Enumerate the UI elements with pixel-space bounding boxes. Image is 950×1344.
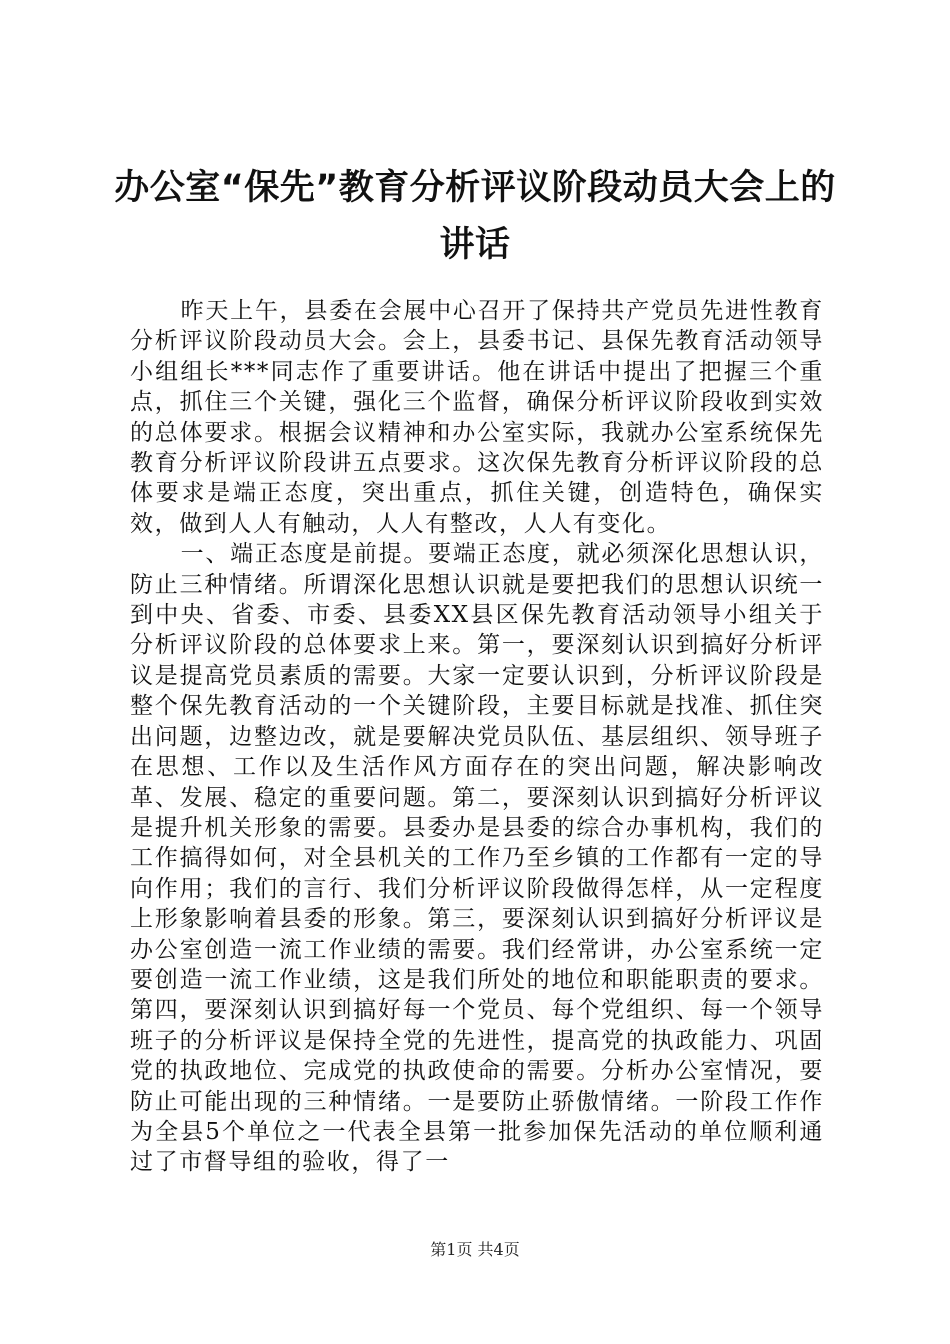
- page-number-footer: 第1页 共4页: [430, 1240, 520, 1259]
- document-title: 办公室“保先”教育分析评议阶段动员大会上的讲话: [114, 168, 836, 265]
- document-body: [130, 296, 824, 1178]
- body-paragraph-2: 一、端正态度是前提。要端正态度，就必须深化思想认识，防止三种情绪。所谓深化思想认识就是要把我们的思想认识统一到中央、省委、市委、县委XX县区保先教育活动领导小组关于分析评议阶段的总体要求上来。第一，要深刻认识到搞好分析评议是提高党员素质的需要。大家一定要认识到，分析评议阶段是整个保先教育活动的一个关键阶段，主要目标就是找准、抓住突出问题，边整边改，就是要解决党员队伍、基层组织、领导班子在思想、工作以及生活作风方面存在的突出问题，解决影响改革、发展、稳定的重要问题。第二，要深刻认识到搞好分析评议是提升机关形象的需要。县委办是县委的综合办事机构，我们的工作搞得如何，对全县机关的工作乃至乡镇的工作都有一定的导向作用；我们的言行、我们分析评议阶段做得怎样，从一定程度上形象影响着县委的形象。第三，要深刻认识到搞好分析评议是办公室创造一流工作业绩的需要。我们经常讲，办公室系统一定要创造一流工作业绩，这是我们所处的地位和职能职责的要求。第四，要深刻认识到搞好每一个党员、每个党组织、每一个领导班子的分析评议是保持全党的先进性，提高党的执政能力、巩固党的执政地位、完成党的执政使命的需要。分析办公室情况，要防止可能出现的三种情绪。一是要防止骄傲情绪。一阶段工作作为全县5个单位之一代表全县第一批参加保先活动的单位顺利通过了市督导组的验收，得了一: [130, 541, 824, 1176]
- body-paragraph-1: 昨天上午，县委在会展中心召开了保持共产党员先进性教育分析评议阶段动员大会。会上，县委书记、县保先教育活动领导小组组长***同志作了重要讲话。他在讲话中提出了把握三个重点，抓住三个关键，强化三个监督，确保分析评议阶段收到实效的总体要求。根据会议精神和办公室实际，我就办公室系统保先教育分析评议阶段讲五点要求。这次保先教育分析评议阶段的总体要求是端正态度，突出重点，抓住关键，创造特色，确保实效，做到人人有触动，人人有整改，人人有变化。: [130, 298, 824, 537]
